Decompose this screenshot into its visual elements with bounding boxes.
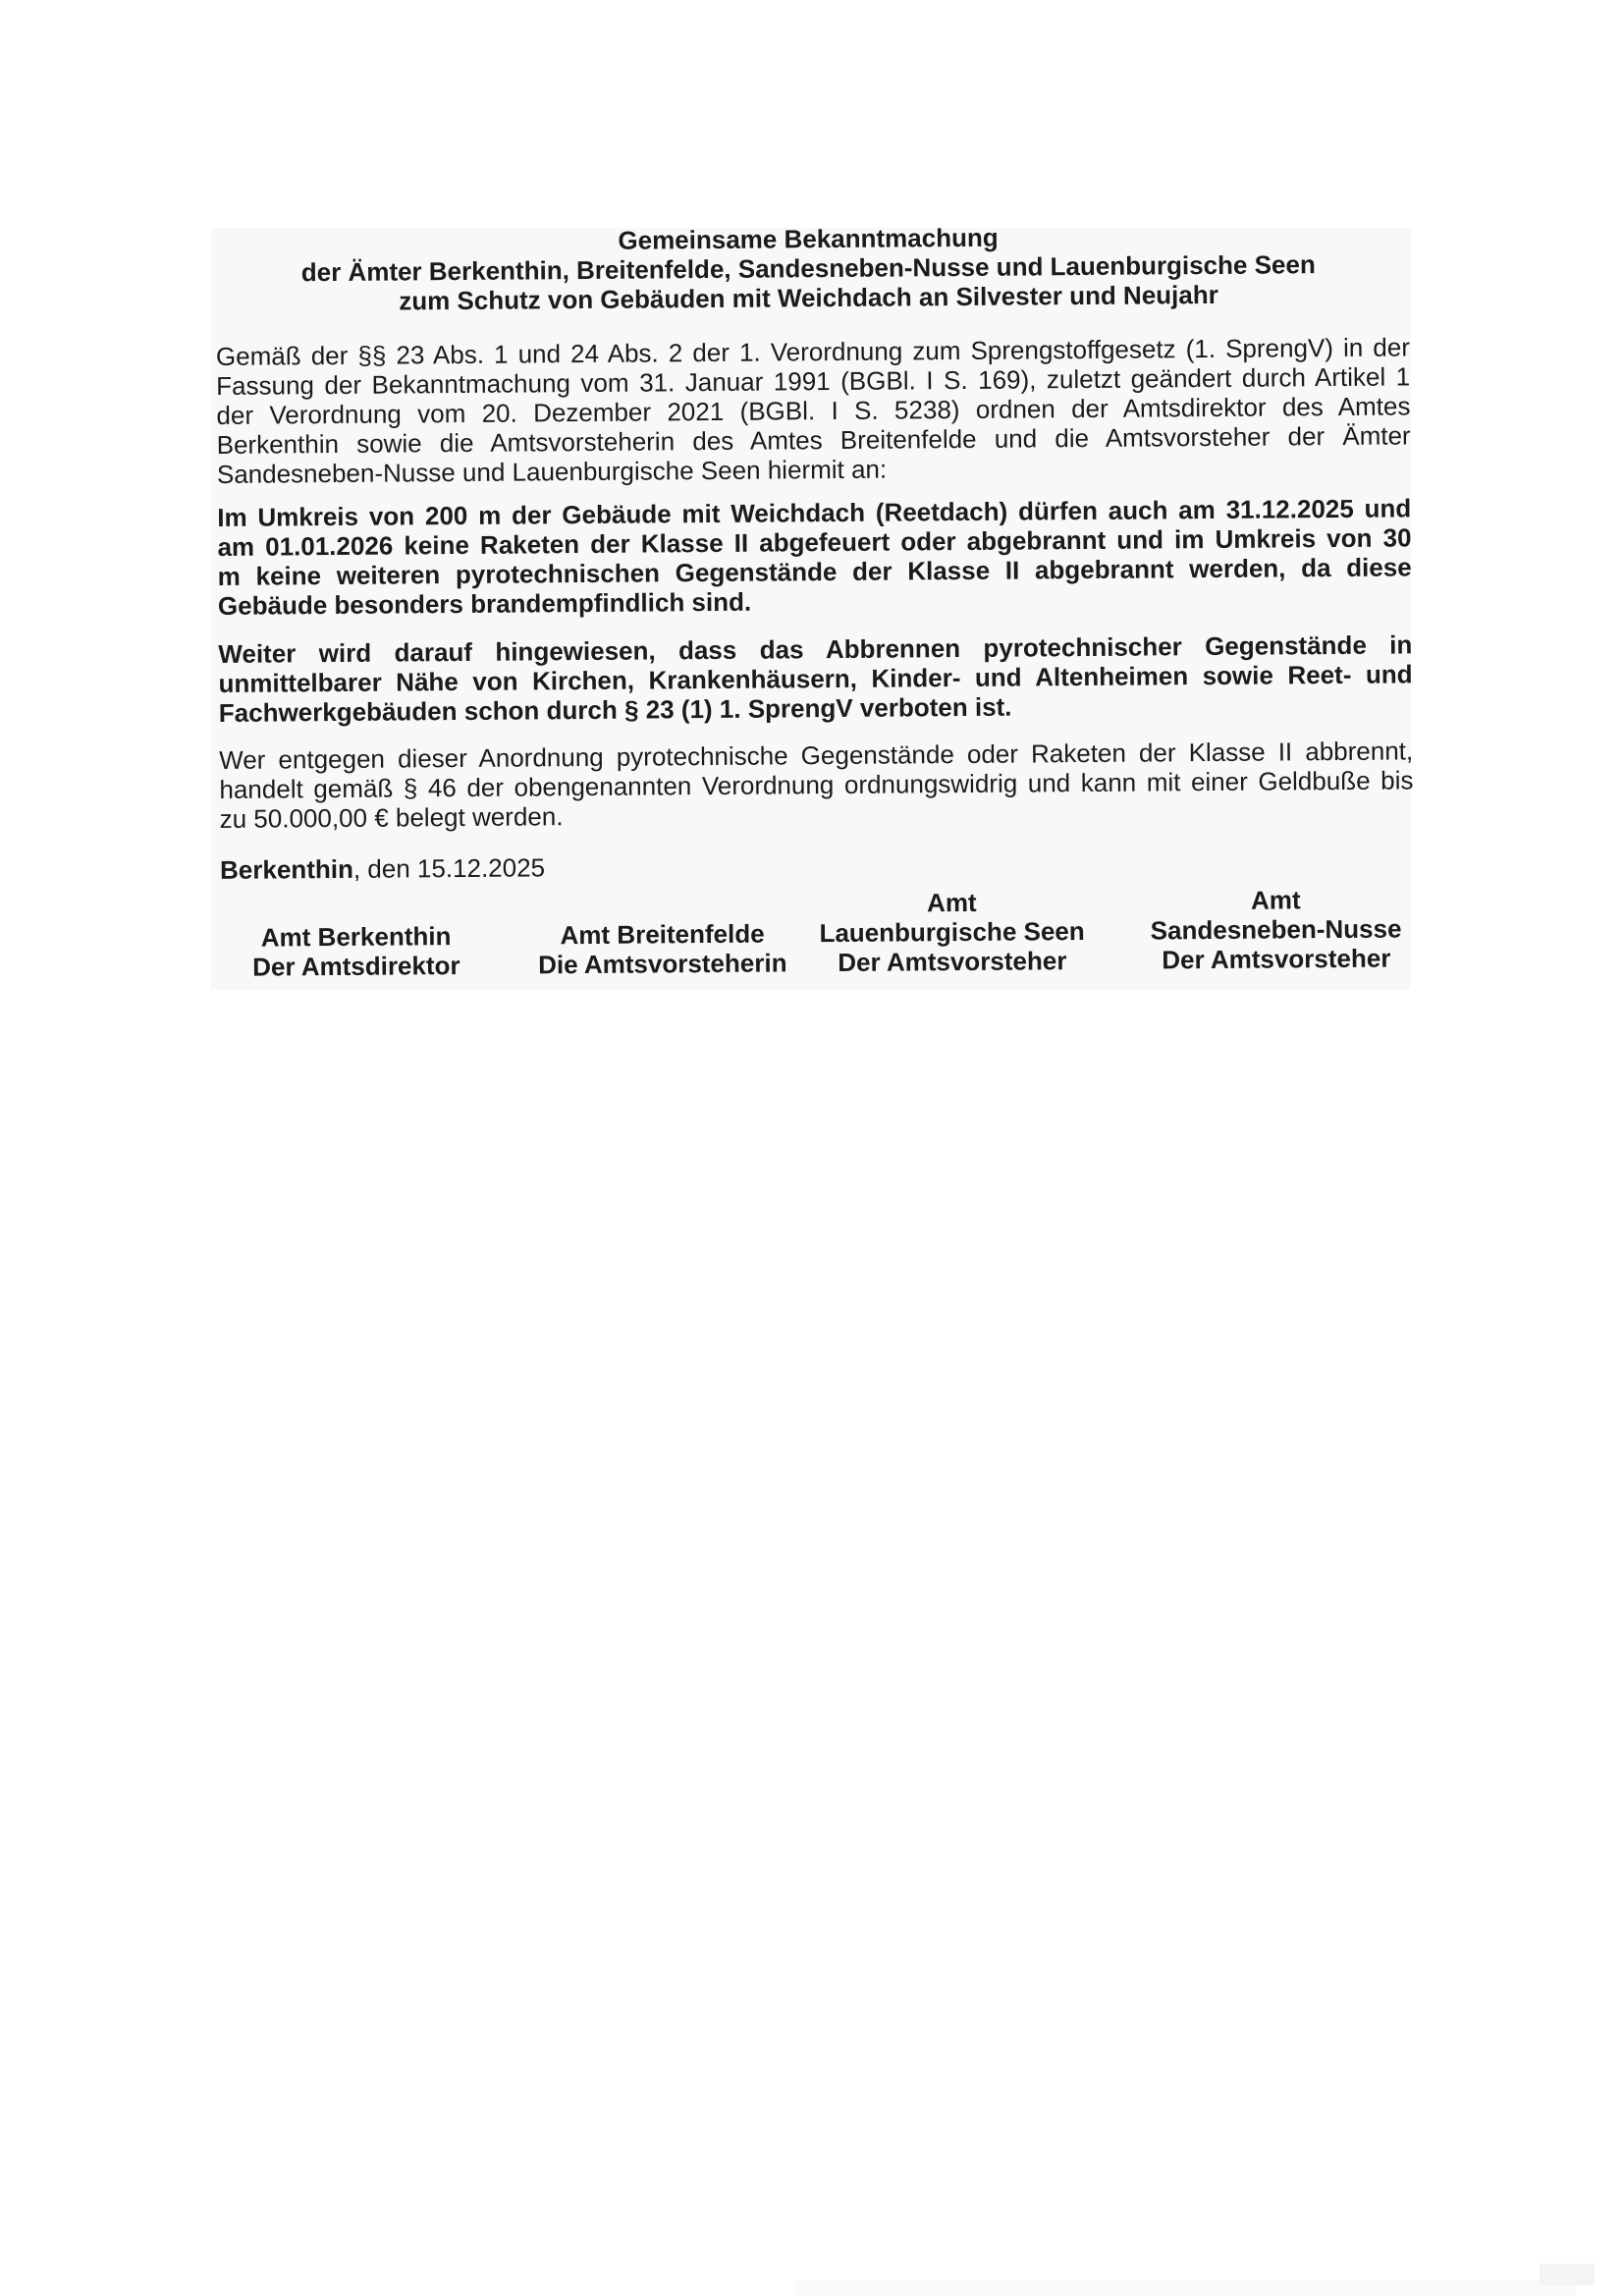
paragraph-line: Fachwerkgebäuden schon durch § 23 (1) 1. SprengV verboten ist. [218,691,1012,728]
scan-artifact-patch [1540,2264,1595,2285]
paragraph-line: m keine weiteren pyrotechnischen Gegenstände der Klasse II abgebrannt werden, da diese [217,552,1412,591]
signature-line: Amt Berkenthin [260,921,452,953]
document-content [208,218,1414,990]
paragraph-line: zu 50.000,00 € belegt werden. [219,801,564,834]
signature-line: Amt [1250,885,1301,915]
title-line-3: zum Schutz von Gebäuden mit Weichdach an Silvester und Neujahr [399,279,1218,316]
signature-column-breitenfelde [538,918,787,979]
date-text: , den 15.12.2025 [352,852,546,884]
paragraph-line: Gebäude besonders brandempfindlich sind. [217,586,752,621]
title-line-1: Gemeinsame Bekanntmachung [618,222,999,255]
signature-line: Amt Breitenfelde [560,918,765,951]
signature-line: Der Amtsvorsteher [1162,943,1391,975]
signature-line: Amt [926,887,977,918]
paragraph-line: Gemäß der §§ 23 Abs. 1 und 24 Abs. 2 der 1. Verordnung zum Sprengstoffgesetz (1. SprengV) in der [215,332,1411,371]
paragraph-line: unmittelbarer Nähe von Kirchen, Krankenhäusern, Kinder- und Altenheimen sowie Reet- und [218,659,1413,698]
paragraph-line: Berkenthin sowie die Amtsvorsteherin des Amtes Breitenfelde und die Amtsvorsteher der Ämter [216,420,1411,460]
paragraph-line: Sandesneben-Nusse und Lauenburgische Seen hiermit an: [216,454,888,489]
paragraph-line: Im Umkreis von 200 m der Gebäude mit Weichdach (Reetdach) dürfen auch am 31.12.2025 und [217,493,1412,532]
signature-line: Sandesneben-Nusse [1150,913,1402,946]
signature-block [213,884,1414,984]
paragraph-line: handelt gemäß § 46 der obengenannten Verordnung ordnungswidrig und kann mit einer Geldbuße bis [219,765,1414,804]
paragraph-line: Fassung der Bekanntmachung vom 31. Januar 1991 (BGBl. I S. 169), zuletzt geändert durch Artikel 1 [216,361,1411,401]
paragraph-notice [218,629,1413,728]
signature-column-sandesneben-nusse [1150,884,1401,974]
paragraph-line: am 01.01.2026 keine Raketen der Klasse II abgefeuert oder abgebrannt und im Umkreis von 30 [217,522,1412,562]
paragraph-prohibition [217,493,1412,621]
title-line-2: der Ämter Berkenthin, Breitenfelde, Sandesneben-Nusse und Lauenburgische Seen [300,249,1316,288]
paragraph-line: Weiter wird darauf hingewiesen, dass das Abbrennen pyrotechnischer Gegenstände in [218,629,1413,669]
scan-artifact-bar [795,2280,1576,2296]
signature-column-berkenthin [252,921,460,982]
signature-line: Die Amtsvorsteherin [538,948,787,980]
paragraph-line: der Verordnung vom 20. Dezember 2021 (BGBl. I S. 5238) ordnen der Amtsdirektor des Amtes [216,391,1411,430]
signature-column-lauenburgische-seen [819,887,1085,977]
paragraph-legal-basis [216,332,1411,489]
signature-line: Der Amtsvorsteher [838,946,1067,977]
paragraph-penalty [219,736,1414,834]
signature-line: Der Amtsdirektor [252,951,460,982]
date-place: Berkenthin [219,853,354,885]
paragraph-line: Wer entgegen dieser Anordnung pyrotechnische Gegenstände oder Raketen der Klasse II abbrennt, [219,736,1414,775]
signature-line: Lauenburgische Seen [819,916,1085,949]
date-line [220,846,1413,885]
document-title [208,219,1409,317]
